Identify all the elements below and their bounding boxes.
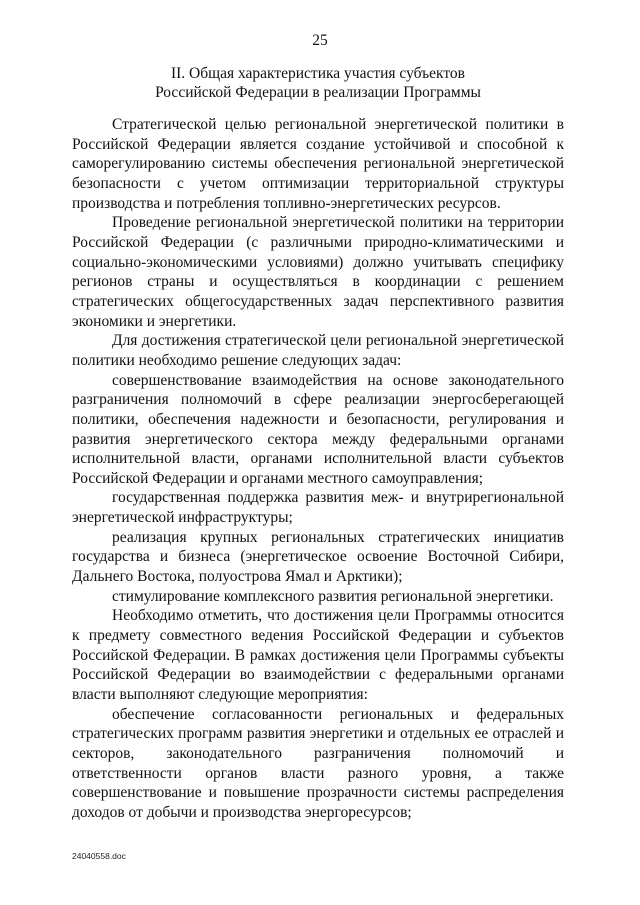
section-heading-line-2: Российской Федерации в реализации Программы [155, 84, 481, 101]
section-heading [72, 64, 564, 102]
paragraph-joint-jurisdiction: Необходимо отметить, что достижения цели Программы относится к предмету совместного ведения Российской Федерации и субъектов Российской Федерации. В рамках достижения цели Программы субъекты Российской Федерации во взаимодействии с федеральными органами власти выполняют следующие мероприятия: [72, 607, 564, 704]
list-item-infrastructure-support: государственная поддержка развития меж- и внутрирегиональной энергетической инфраструктуры; [72, 489, 564, 527]
list-item-complex-development: стимулирование комплексного развития региональной энергетики. [112, 587, 554, 605]
paragraph-strategic-goal: Стратегической целью региональной энергетической политики в Российской Федерации является создание устойчивой и способной к саморегулированию системы обеспечения региональной энергетической безопасности с учетом оптимизации территориальной структуры производства и потребления топливно-энергетических ресурсов. [72, 116, 564, 212]
list-item-interaction-improvement: совершенствование взаимодействия на основе законодательного разграничения полномочий в сфере реализации энергосберегающей политики, обеспечения надежности и безопасности, регулирования и развития энергетического сектора между федеральными органами исполнительной власти, органами исполнительной власти субъектов Российской Федерации и органами местного самоуправления; [72, 371, 564, 487]
page-number: 25 [312, 32, 328, 49]
list-item-strategic-initiatives: реализация крупных региональных стратегических инициатив государства и бизнеса (энергетическое освоение Восточной Сибири, Дальнего Востока, полуострова Ямал и Арктики); [72, 528, 564, 586]
paragraph-policy-implementation: Проведение региональной энергетической политики на территории Российской Федерации (с различными природно-климатическими и социально-экономическими условиями) должно учитывать специфику регионов страны и осуществляться в координации с решением стратегических общегосударственных задач перспективного развития экономики и энергетики. [72, 214, 564, 330]
document-body [72, 115, 564, 823]
list-item-program-coordination: обеспечение согласованности региональных и федеральных стратегических программ развития энергетики и отдельных ее отраслей и секторов, законодательного разграничения полномочий и ответственности органов власти разного уровня, а также совершенствование и повышение прозрачности системы распределения доходов от добычи и производства энергоресурсов; [72, 705, 564, 821]
section-heading-line-1: II. Общая характеристика участия субъектов [170, 65, 465, 82]
footer-filename: 24040558.doc [72, 851, 126, 861]
paragraph-tasks-intro: Для достижения стратегической цели региональной энергетической политики необходимо решение следующих задач: [72, 332, 564, 369]
